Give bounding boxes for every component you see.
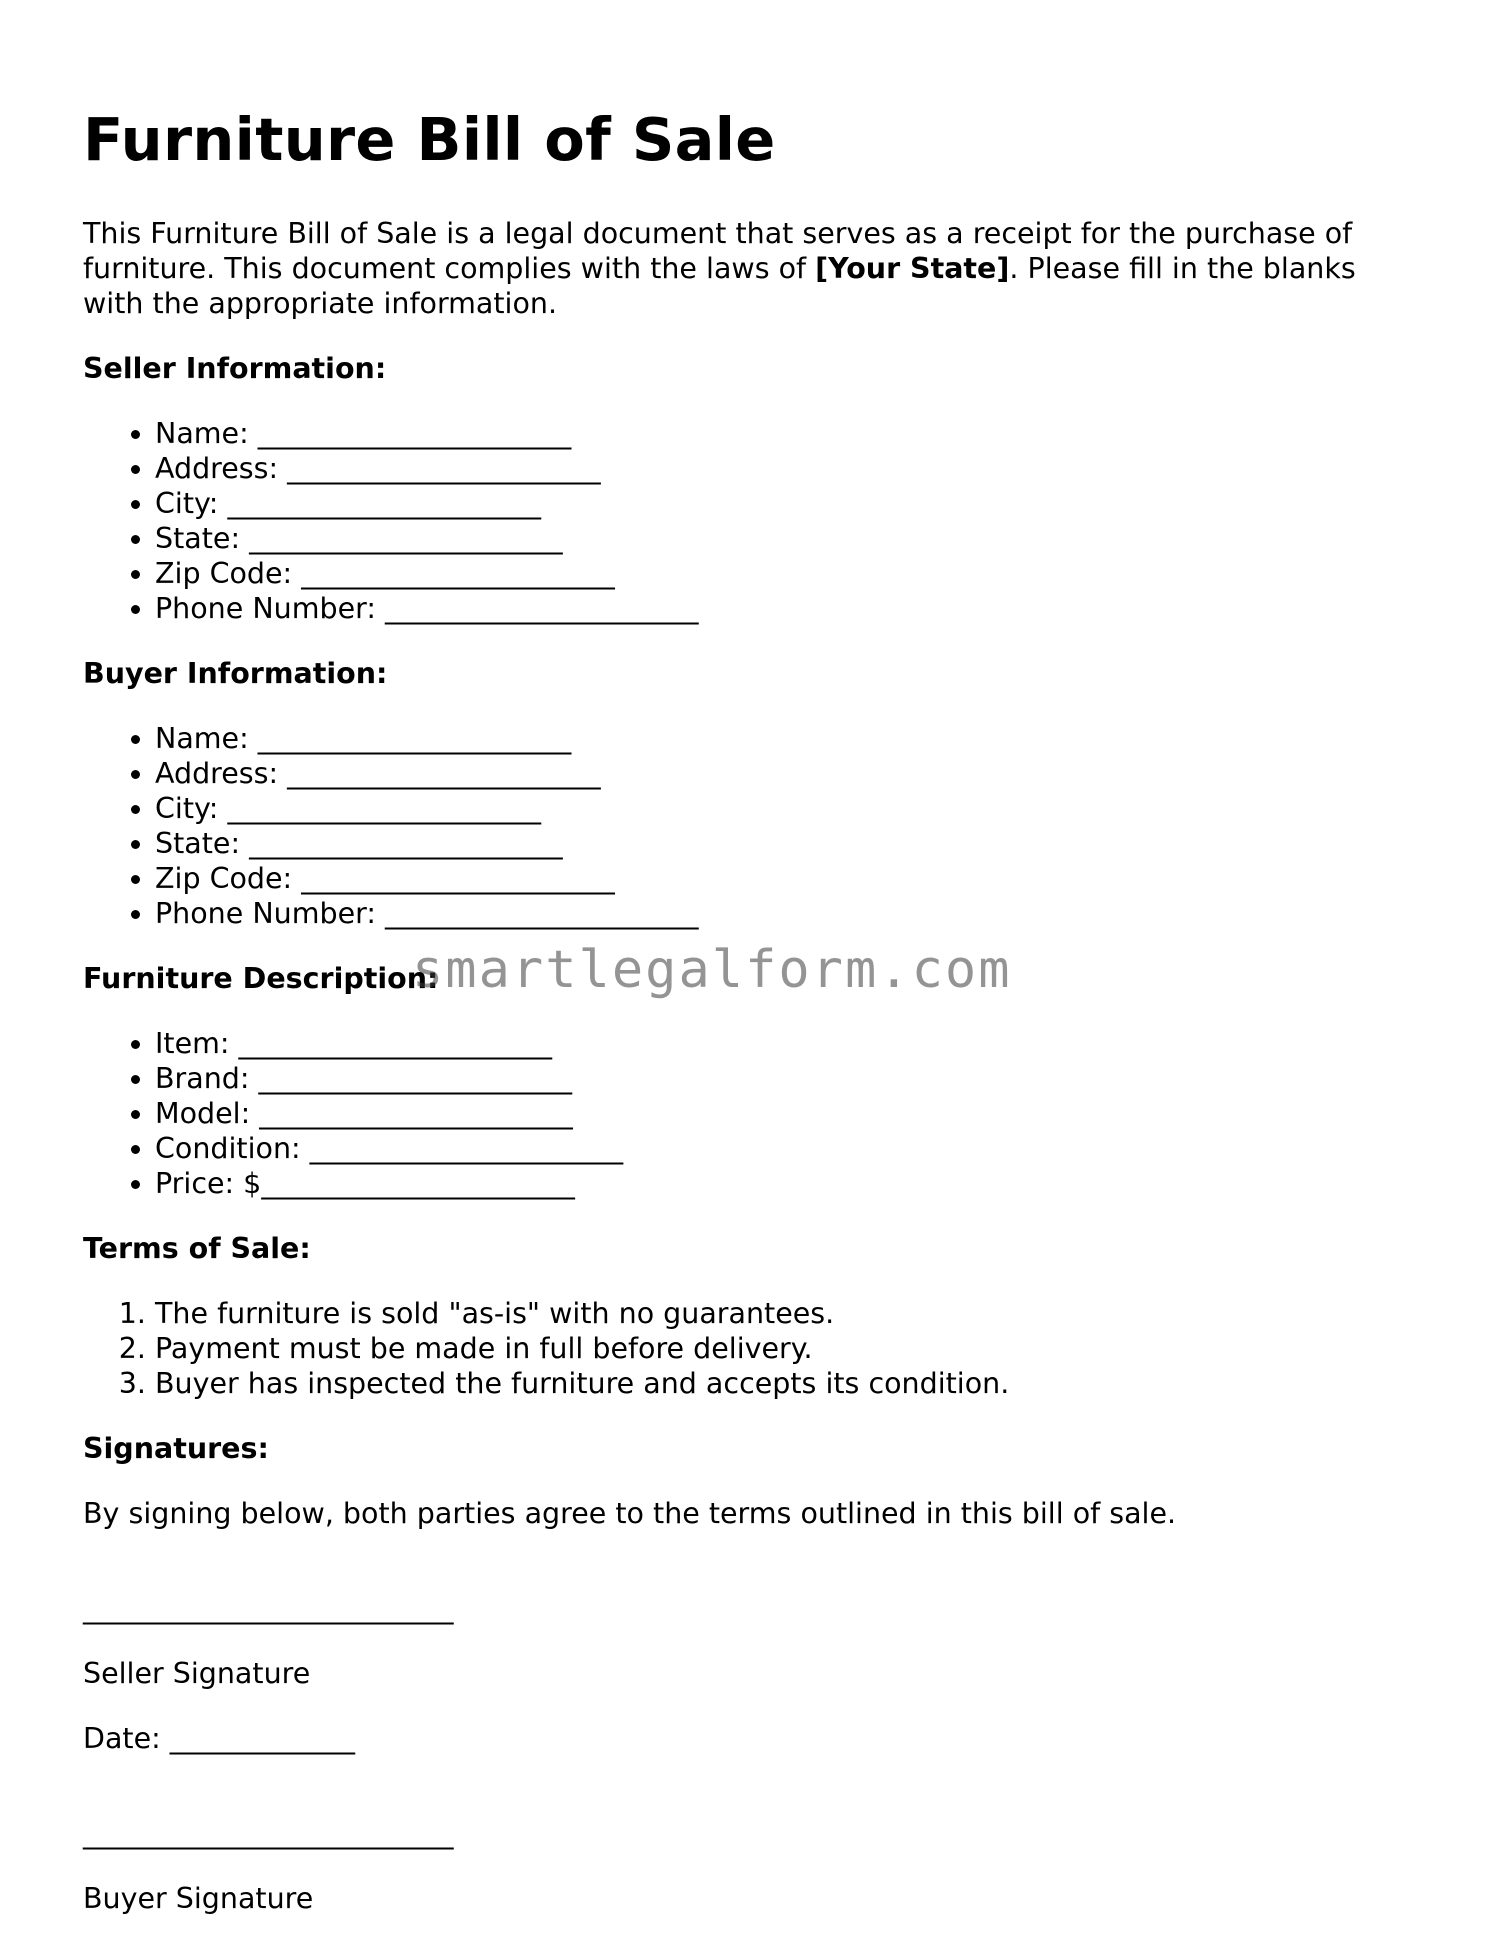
page-title: Furniture Bill of Sale	[83, 105, 776, 174]
furniture-brand-field: • Brand: ______________________	[155, 1061, 1413, 1096]
intro-paragraph	[83, 216, 1413, 321]
buyer-signature-label: Buyer Signature	[83, 1882, 314, 1915]
document-page	[83, 100, 1413, 1916]
buyer-phone-field: • Phone Number: ______________________	[155, 896, 1413, 931]
seller-name-field: • Name: ______________________	[155, 416, 1413, 451]
seller-fields-list	[83, 416, 1413, 626]
intro-text-end: . Please fill in the blanks with the appropriate information.	[83, 252, 1356, 320]
seller-phone-field: • Phone Number: ______________________	[155, 591, 1413, 626]
buyer-city-field: • City: ______________________	[155, 791, 1413, 826]
seller-state-field: • State: ______________________	[155, 521, 1413, 556]
seller-heading: Seller Information:	[83, 352, 387, 385]
term-item: 1. The furniture is sold "as-is" with no guarantees.	[155, 1296, 1413, 1331]
term-item: 3. Buyer has inspected the furniture and accepts its condition.	[155, 1366, 1413, 1401]
terms-heading: Terms of Sale:	[83, 1232, 311, 1265]
seller-signature-label: Seller Signature	[83, 1657, 311, 1690]
state-placeholder: [Your State]	[815, 252, 1010, 285]
buyer-fields-list	[83, 721, 1413, 931]
signatures-heading: Signatures:	[83, 1432, 269, 1465]
intro-text-start: This Furniture Bill of Sale is a legal document that serves as a receipt for the purchase of furniture. This document complies with the laws of	[83, 217, 1353, 285]
furniture-item-field: • Item: ______________________	[155, 1026, 1413, 1061]
buyer-name-field: • Name: ______________________	[155, 721, 1413, 756]
furniture-price-field: • Price: $______________________	[155, 1166, 1413, 1201]
furniture-model-field: • Model: ______________________	[155, 1096, 1413, 1131]
furniture-fields-list	[83, 1026, 1413, 1201]
buyer-signature-line: __________________________	[83, 1817, 454, 1850]
buyer-state-field: • State: ______________________	[155, 826, 1413, 861]
buyer-address-field: • Address: ______________________	[155, 756, 1413, 791]
terms-list	[83, 1296, 1413, 1401]
seller-zip-field: • Zip Code: ______________________	[155, 556, 1413, 591]
signature-date-field: Date: _____________	[83, 1722, 356, 1755]
seller-address-field: • Address: ______________________	[155, 451, 1413, 486]
seller-signature-line: __________________________	[83, 1592, 454, 1625]
term-item: 2. Payment must be made in full before delivery.	[155, 1331, 1413, 1366]
furniture-heading: Furniture Description:	[83, 962, 439, 995]
buyer-heading: Buyer Information:	[83, 657, 388, 690]
signature-statement: By signing below, both parties agree to the terms outlined in this bill of sale.	[83, 1497, 1177, 1530]
furniture-condition-field: • Condition: ______________________	[155, 1131, 1413, 1166]
seller-city-field: • City: ______________________	[155, 486, 1413, 521]
watermark: smartlegalform.com	[412, 940, 1012, 1000]
buyer-zip-field: • Zip Code: ______________________	[155, 861, 1413, 896]
